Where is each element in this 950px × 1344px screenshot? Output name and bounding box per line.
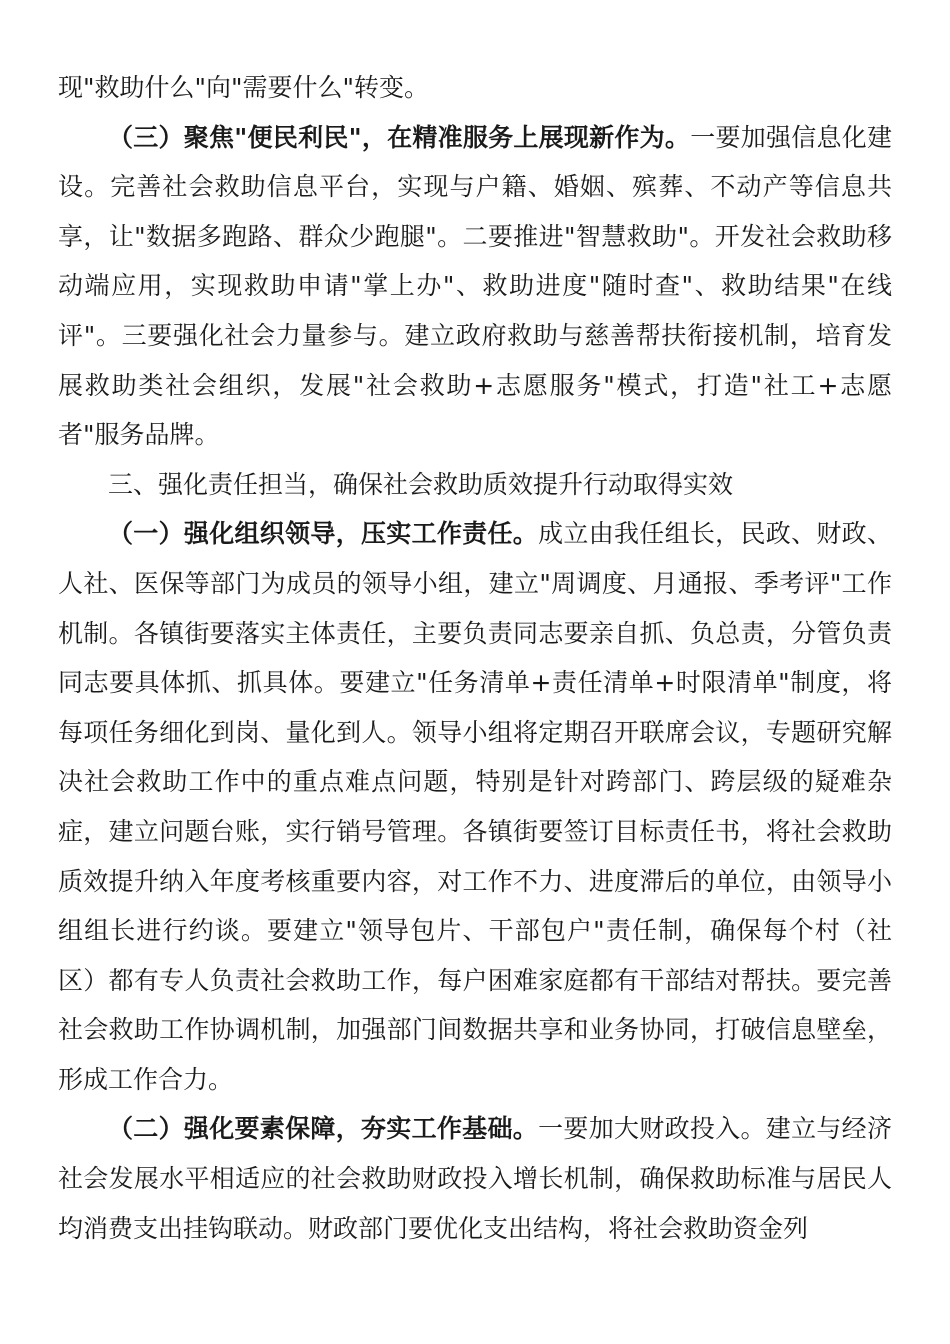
paragraph-text: 现"救助什么"向"需要什么"转变。 <box>58 73 429 102</box>
paragraph-lead-heading: （三）聚焦"便民利民"，在精准服务上展现新作为。 <box>108 122 691 152</box>
paragraph-lead-heading: （二）强化要素保障，夯实工作基础。 <box>108 1114 539 1144</box>
paragraph-text: 成立由我任组长，民政、财政、人社、医保等部门为成员的领导小组，建立"周调度、月通报、季考评"工作机制。各镇街要落实主体责任，主要负责同志要亲自抓、负总责，分管负责同志要具体抓、抓具体。要建立"任务清单+责任清单+时限清单"制度，将每项任务细化到岗、量化到人。领导小组将定期召开联席会议，专题研究解决社会救助工作中的重点难点问题，特别是针对跨部门、跨层级的疑难杂症，建立问题台账，实行销号管理。各镇街要签订目标责任书，将社会救助质效提升纳入年度考核重要内容，对工作不力、进度滞后的单位，由领导小组组长进行约谈。要建立"领导包片、干部包户"责任制，确保每个村（社区）都有专人负责社会救助工作，每户困难家庭都有干部结对帮扶。要完善社会救助工作协调机制，加强部门间数据共享和业务协同，打破信息壁垒，形成工作合力。 <box>58 519 892 1094</box>
paragraph-text: 一要加强信息化建设。完善社会救助信息平台，实现与户籍、婚姻、殡葬、不动产等信息共享，让"数据多跑路、群众少跑腿"。二要推进"智慧救助"。开发社会救助移动端应用，实现救助申请"掌上办"、救助进度"随时查"、救助结果"在线评"。三要强化社会力量参与。建立政府救助与慈善帮扶衔接机制，培育发展救助类社会组织，发展"社会救助+志愿服务"模式，打造"社工+志愿者"服务品牌。 <box>58 122 892 450</box>
paragraph-organization-leadership <box>58 509 892 1104</box>
paragraph-lead-heading: （一）强化组织领导，压实工作责任。 <box>108 519 539 549</box>
document-page <box>58 63 892 1253</box>
paragraph-resource-guarantee <box>58 1104 892 1253</box>
paragraph-text: 一要加大财政投入。建立与经济社会发展水平相适应的社会救助财政投入增长机制，确保救助标准与居民人均消费支出挂钩联动。财政部门要优化支出结构，将社会救助资金列 <box>58 1114 892 1243</box>
section-heading-3: 三、强化责任担当，确保社会救助质效提升行动取得实效 <box>108 469 734 499</box>
paragraph-continuation <box>58 63 892 113</box>
paragraph-convenience-service <box>58 113 892 460</box>
